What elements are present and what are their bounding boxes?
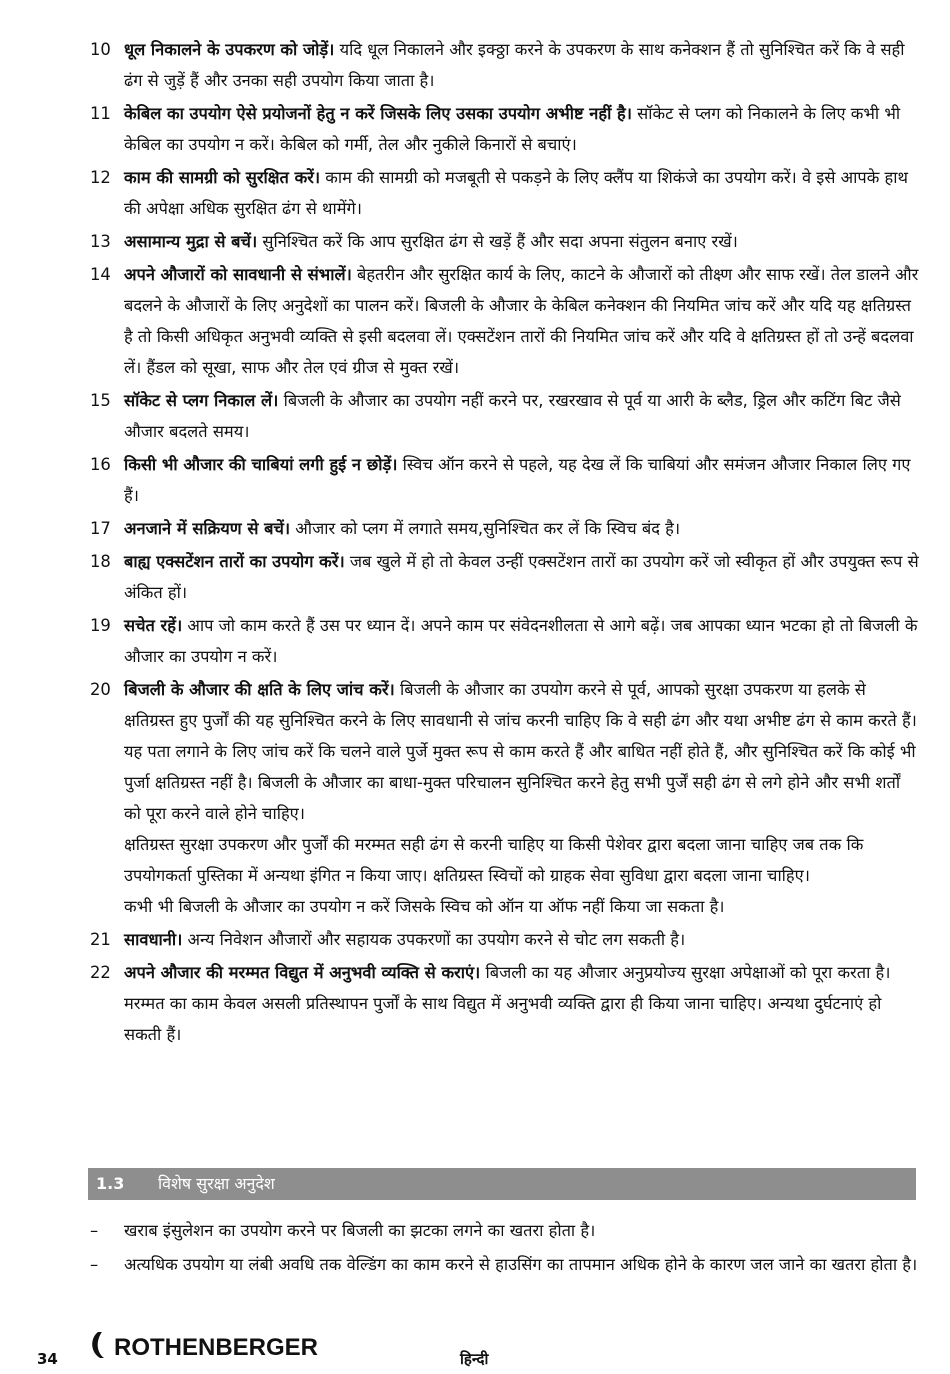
bullet-item [0,1215,950,1246]
list-item [0,957,950,1050]
item-text: सॉकेट से प्लग को निकालने के लिए कभी भी केबिल का उपयोग न करें। केबिल को गर्मी, तेल और नुकीले किनारों से बचाएं। [124,104,901,154]
bullet-text: अत्यधिक उपयोग या लंबी अवधि तक वेल्डिंग का काम करने से हाउसिंग का तापमान अधिक होने के कारण जल जाने का खतरा होता है। [124,1255,918,1274]
item-number: 14 [90,265,111,284]
bullet-list [0,1215,950,1283]
rothenberger-logo [88,1328,348,1362]
item-number: 13 [90,232,111,251]
list-item [0,610,950,672]
item-text: यदि धूल निकालने और इक्ठ्ठा करने के उपकरण के साथ कनेक्शन हैं तो सुनिश्चित करें कि वे सही ढंग से जुड़ें हैं और उनका सही उपयोग किया जाता है। [124,40,905,90]
section-title: विशेष सुरक्षा अनुदेश [158,1174,275,1193]
item-paragraph: क्षतिग्रस्त सुरक्षा उपकरण और पुर्जों की मरम्मत सही ढंग से करनी चाहिए या किसी पेशेवर द्वारा बदला जाना चाहिए जब तक कि उपयोगकर्ता पुस्तिका में अन्यथा इंगित न किया जाए। क्षतिग्रस्त स्विचों को ग्राहक सेवा सुविधा द्वारा बदला जाना चाहिए। [124,835,864,885]
item-text: बिजली के औजार का उपयोग करने से पूर्व, आपको सुरक्षा उपकरण या हलके से क्षतिग्रस्त हुए पुर्जों की यह सुनिश्चित करने के लिए सावधानी से जांच करनी चाहिए कि वे सही ढंग और यथा अभीष्ट ढंग से काम करते हैं। यह पता लगाने के लिए जांच करें कि चलने वाले पुर्जे मुक्त रूप से काम करते हैं और बाधित नहीं होते हैं, और सुनिश्चित करें कि कोई भी पुर्जा क्षतिग्रस्त नहीं है। बिजली के औजार का बाधा-मुक्त परिचालन सुनिश्चित करने हेतु सभी पुर्जें सही ढंग से लगे होने और सभी शर्तों को पूरा करने वाले होने चाहिए। [124,680,917,823]
dash-marker: – [90,1255,99,1274]
item-number: 17 [90,519,111,538]
item-number: 16 [90,455,111,474]
list-item [0,385,950,447]
item-number: 22 [90,963,111,982]
item-title: सचेत रहें। [124,616,183,635]
item-text: बिजली का यह औजार अनुप्रयोज्य सुरक्षा अपेक्षाओं को पूरा करता है। मरम्मत का काम केवल असली प्रतिस्थापन पुर्जों के साथ विद्युत में अनुभवी व्यक्ति द्वारा ही किया जाना चाहिए। अन्यथा दुर्घटनाएं हो सकती हैं। [124,963,891,1044]
brand-name: ROTHENBERGER [114,1334,319,1361]
item-title: बाह्य एक्सटेंशन तारों का उपयोग करें। [124,552,345,571]
item-text: औजार को प्लग में लगाते समय,सुनिश्चित कर लें कि स्विच बंद है। [290,519,681,538]
list-item [0,98,950,160]
list-item [0,259,950,383]
item-number: 18 [90,552,111,571]
item-text: बेहतरीन और सुरक्षित कार्य के लिए, काटने के औजारों को तीक्ष्ण और साफ रखें। तेल डालने और बदलने के औजारों के लिए अनुदेशों का पालन करें। बिजली के औजार के केबिल कनेक्शन की नियमित जांच करें और यदि यह क्षतिग्रस्त है तो किसी अधिकृत अनुभवी व्यक्ति से इसी बदलवा लें। एक्सटेंशन तारों की नियमित जांच करें और यदि वे क्षतिग्रस्त हों तो उन्हें बदलवा लें। हैंडल को सूखा, साफ और तेल एवं ग्रीज से मुक्त रखें। [124,265,919,377]
dash-marker: – [90,1221,99,1240]
item-number: 11 [90,104,111,123]
item-text: काम की सामग्री को मजबूती से पकड़ने के लिए क्लैंप या शिकंजे का उपयोग करें। वे इसे आपके हाथ की अपेक्षा अधिक सुरक्षित ढंग से थामेंगे। [124,168,908,218]
section-number: 1.3 [96,1174,125,1193]
page-number: 34 [37,1350,58,1368]
item-title: किसी भी औजार की चाबियां लगी हुई न छोड़ें। [124,455,398,474]
bullet-item [0,1249,950,1280]
list-item [0,513,950,544]
item-number: 15 [90,391,111,410]
list-item [0,449,950,511]
item-title: काम की सामग्री को सुरक्षित करें। [124,168,321,187]
item-text: जब खुले में हो तो केवल उन्हीं एक्सटेंशन तारों का उपयोग करें जो स्वीकृत हों और उपयुक्त रूप से अंकित हों। [124,552,919,602]
item-title: अपने औजारों को सावधानी से संभालें। [124,265,352,284]
list-item [0,546,950,608]
item-title: केबिल का उपयोग ऐसे प्रयोजनों हेतु न करें जिसके लिए उसका उपयोग अभीष्ट नहीं है। [124,104,632,123]
item-text: सुनिश्चित करें कि आप सुरक्षित ढंग से खड़ें हैं और सदा अपना संतुलन बनाए रखें। [257,232,738,251]
list-item [0,226,950,257]
item-title: असामान्य मुद्रा से बचें। [124,232,258,251]
item-title: अपने औजार की मरम्मत विद्युत में अनुभवी व्यक्ति से कराएं। [124,963,481,982]
item-number: 21 [90,930,111,949]
item-title: सावधानी। [124,930,183,949]
item-text: अन्य निवेशन औजारों और सहायक उपकरणों का उपयोग करने से चोट लग सकती है। [182,930,686,949]
item-text: आप जो काम करते हैं उस पर ध्यान दें। अपने काम पर संवेदनशीलता से आगे बढ़ें। जब आपका ध्यान भटका हो तो बिजली के औजार का उपयोग न करें। [124,616,918,666]
item-title: सॉकेट से प्लग निकाल लें। [124,391,279,410]
list-item [0,924,950,955]
item-number: 19 [90,616,111,635]
item-text: बिजली के औजार का उपयोग नहीं करने पर, रखरखाव से पूर्व या आरी के ब्लैड, ड्रिल और कटिंग बिट जैसे औजार बदलते समय। [124,391,901,441]
item-title: अनजाने में सक्रियण से बचें। [124,519,291,538]
item-paragraph: कभी भी बिजली के औजार का उपयोग न करें जिसके स्विच को ऑन या ऑफ नहीं किया जा सकता है। [124,897,725,916]
bullet-text: खराब इंसुलेशन का उपयोग करने पर बिजली का झटका लगने का खतरा होता है। [124,1221,596,1240]
item-number: 20 [90,680,111,699]
list-item [0,34,950,96]
item-number: 12 [90,168,111,187]
item-title: धूल निकालने के उपकरण को जोड़ें। [124,40,335,59]
language-label: हिन्दी [460,1350,489,1368]
list-item [0,162,950,224]
list-item [0,674,950,922]
item-title: बिजली के औजार की क्षति के लिए जांच करें। [124,680,395,699]
item-text: स्विच ऑन करने से पहले, यह देख लें कि चाबियां और समंजन औजार निकाल लिए गए हैं। [124,455,911,505]
item-number: 10 [90,40,111,59]
section-heading [88,1168,916,1200]
